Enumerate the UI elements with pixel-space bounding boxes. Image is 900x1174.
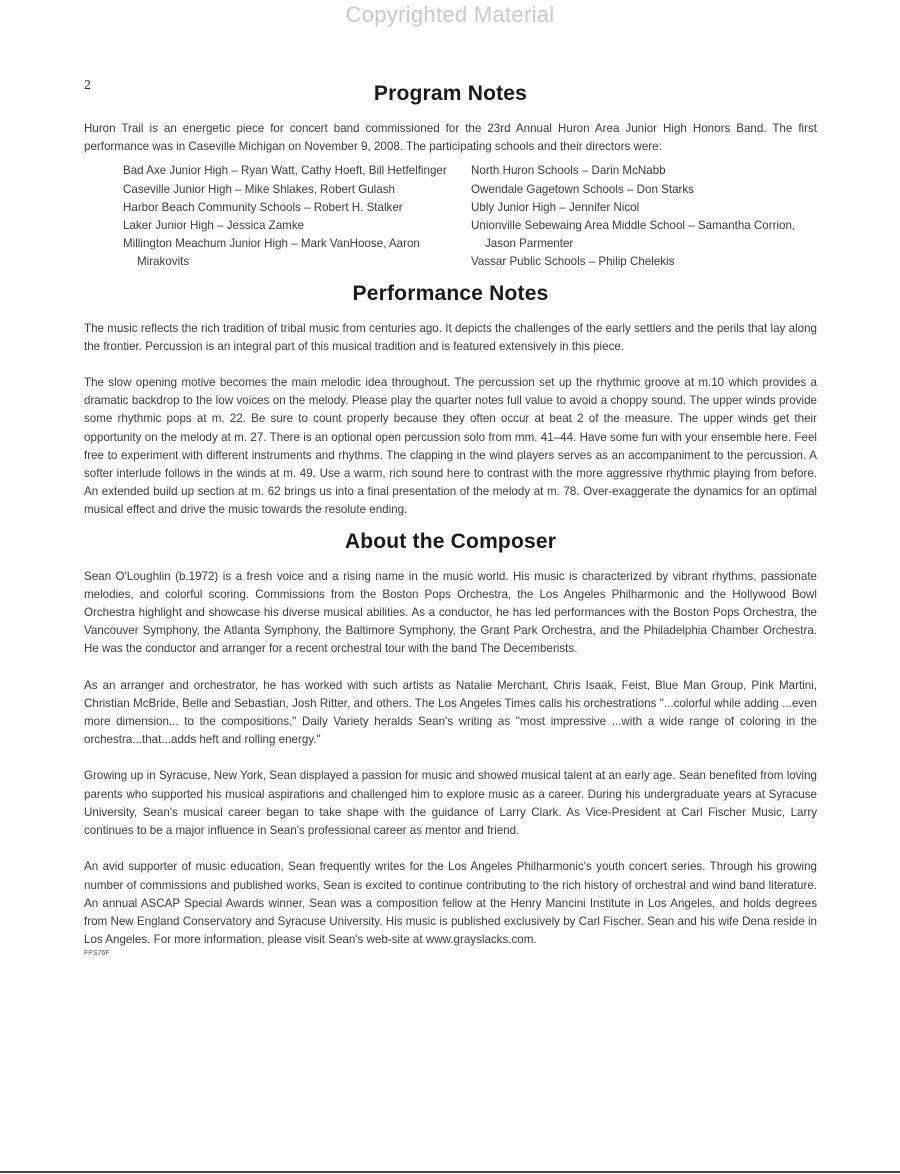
school-entry: Laker Junior High – Jessica Zamke — [123, 219, 305, 233]
performance-paragraph: The slow opening motive becomes the main melodic idea throughout. The percussion set up the rhythmic groove at m.10 which provides a dramatic backdrop to the low voices on the melody. Please play the quarter notes full value to avoid a choppy sound. The upper winds provide some rhythmic pops at m. 22. Be sure to count properly because they often occur at beat 2 of the measure. The upper winds get their opportunity on the melody at m. 27. There is an optional open percussion solo from mm. 41–44. Have some fun with your ensemble here. Feel free to experiment with different instruments and rhythms. The clapping in the wind players serves as an accompaniment to the percussion. A softer interlude follows in the winds at m. 49. Use a warm, rich sound here to contrast with the more aggressive rhythmic playing from before. An extended build up section at m. 62 brings us into a final presentation of the melody at m. 78. Over-exaggerate the dynamics for an optimal musical effect and drive the music towards the resolute ending. — [84, 376, 817, 517]
program-notes-heading: Program Notes — [373, 82, 528, 105]
school-entry: Bad Axe Junior High – Ryan Watt, Cathy Hoeft, Bill Hetfelfinger — [123, 164, 447, 178]
school-entry: Harbor Beach Community Schools – Robert H. Stalker — [123, 200, 403, 214]
schools-list — [84, 162, 817, 271]
page-bottom-rule — [0, 1171, 900, 1173]
page-content — [84, 82, 817, 959]
school-entry: Owendale Gagetown Schools – Don Starks — [471, 182, 694, 196]
page-number: 2 — [84, 78, 91, 93]
school-entry: Unionville Sebewaing Area Middle School – Samantha Corrion, Jason Parmenter — [471, 219, 796, 251]
school-entry: North Huron Schools – Darin McNabb — [471, 164, 666, 178]
school-entry: Caseville Junior High – Mike Shlakes, Robert Gulash — [123, 182, 395, 196]
about-composer-heading: About the Composer — [344, 529, 557, 553]
catalog-code: FPS76F — [84, 950, 110, 958]
composer-paragraph: An avid supporter of music education, Sean frequently writes for the Los Angeles Philharmonic's youth concert series. Through his growing number of commissions and published works, Sean is excited to continue contributing to the rich history of orchestral and wind band literature. An annual ASCAP Special Awards winner, Sean was a composition fellow at the Henry Mancini Institute in Los Angeles, and holds degrees from New England Conservatory and Syracuse University. His music is published exclusively by Carl Fischer. Sean and his wife Dena reside in Los Angeles. For more information, please visit Sean's web-site at www.grayslacks.com. — [84, 860, 817, 947]
performance-paragraph: The music reflects the rich tradition of tribal music from centuries ago. It depicts the challenges of the early settlers and the perils that lay along the frontier. Percussion is an integral part of this musical tradition and is featured extensively in this piece. — [84, 321, 817, 353]
composer-paragraph: Growing up in Syracuse, New York, Sean displayed a passion for music and showed musical talent at an early age. Sean benefited from loving parents who supported his musical aspirations and challenged him to explore music as a career. During his undergraduate years at Syracuse University, Sean's musical career began to take shape with the guidance of Larry Clark. As Vice-President at Carl Fischer Music, Larry continues to be a major influence in Sean's professional career as mentor and friend. — [84, 769, 817, 838]
performance-notes-heading: Performance Notes — [352, 281, 549, 305]
school-entry: Vassar Public Schools – Philip Chelekis — [471, 255, 675, 269]
composer-paragraph: As an arranger and orchestrator, he has worked with such artists as Natalie Merchant, Chris Isaak, Feist, Blue Man Group, Pink Martini, Christian McBride, Belle and Sebastian, Josh Ritter, and others. The Los Angeles Times calls his orchestrations "...colorful while adding ...even more dimension... to the compositions." Daily Variety heralds Sean's writing as "most impressive ...with a wide range of coloring in the orchestra...that...adds heft and rolling energy." — [84, 678, 817, 747]
composer-paragraph: Sean O'Loughlin (b.1972) is a fresh voice and a rising name in the music world. His music is characterized by vibrant rhythms, passionate melodies, and colorful scoring. Commissions from the Boston Pops Orchestra, the Los Angeles Philharmonic and the Hollywood Bowl Orchestra highlight and showcase his diverse musical abilities. As a conductor, he has led performances with the Boston Pops Orchestra, the Vancouver Symphony, the Atlanta Symphony, the Baltimore Symphony, the Grant Park Orchestra, and the Philadelphia Chamber Orchestra. He was the conductor and arranger for a recent orchestral tour with the band The Decemberists. — [84, 569, 817, 656]
program-notes-intro: Huron Trail is an energetic piece for concert band commissioned for the 23rd Annual Huron Area Junior High Honors Band. The first performance was in Caseville Michigan on November 9, 2008. The participating schools and their directors were: — [84, 122, 817, 154]
school-entry: Millington Meachum Junior High – Mark VanHoose, Aaron Mirakovits — [123, 237, 420, 269]
schools-column-left — [123, 162, 471, 271]
schools-column-right — [471, 162, 811, 271]
copyright-watermark: Copyrighted Material — [345, 2, 555, 27]
school-entry: Ubly Junior High – Jennifer Nicol — [471, 200, 640, 214]
